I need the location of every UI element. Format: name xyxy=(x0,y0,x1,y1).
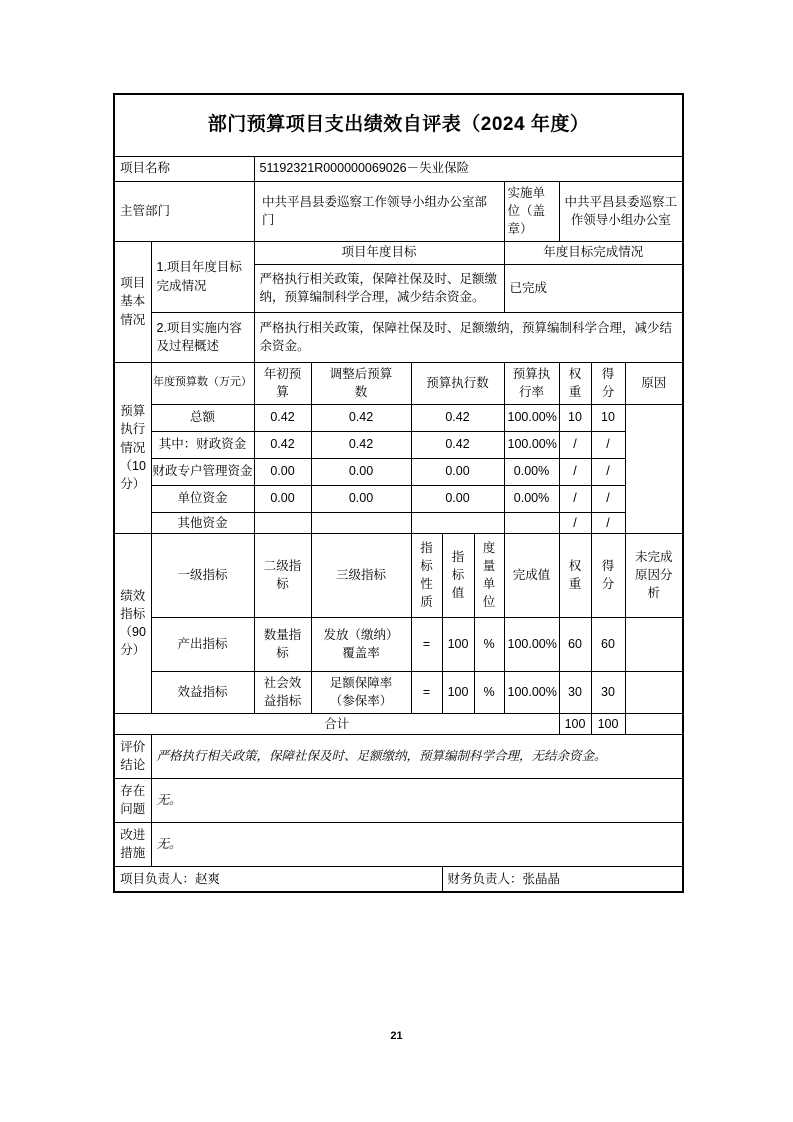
annual-goal-header: 项目年度目标 xyxy=(254,241,504,264)
budget-cell-weight: 10 xyxy=(559,404,591,431)
goal-completion-row-label: 1.项目年度目标完成情况 xyxy=(151,241,254,312)
budget-cell-executed: 0.00 xyxy=(411,458,504,485)
budget-row-total xyxy=(114,404,683,431)
section-basic-info-label: 项目基本情况 xyxy=(114,241,151,362)
conclusion-label: 评价结论 xyxy=(114,734,151,778)
total-weight: 100 xyxy=(559,713,591,734)
total-reason xyxy=(625,713,683,734)
perf-cell-score: 60 xyxy=(591,617,625,671)
budget-cell-executed: 0.00 xyxy=(411,485,504,512)
perf-cell-level2: 数量指标 xyxy=(254,617,311,671)
budget-header-reason: 原因 xyxy=(625,362,683,404)
impl-process-text: 严格执行相关政策，保障社保及时、足额缴纳，预算编制科学合理，减少结余资金。 xyxy=(254,312,683,362)
total-score: 100 xyxy=(591,713,625,734)
budget-header-category: 年度预算数（万元） xyxy=(151,362,254,404)
perf-header-level2: 二级指标 xyxy=(254,533,311,617)
table-row xyxy=(114,156,683,181)
project-name-value: 51192321R000000069026－失业保险 xyxy=(254,156,683,181)
supervisor-dept-value: 中共平昌县委巡察工作领导小组办公室部门 xyxy=(254,181,504,241)
perf-cell-unit: % xyxy=(474,617,504,671)
impl-process-row-label: 2.项目实施内容及过程概述 xyxy=(151,312,254,362)
budget-cell-executed: 0.42 xyxy=(411,404,504,431)
form-title: 部门预算项目支出绩效自评表（2024 年度） xyxy=(114,94,683,156)
budget-header-initial: 年初预算 xyxy=(254,362,311,404)
improvements-row xyxy=(114,822,683,866)
perf-header-reason: 未完成原因分析 xyxy=(625,533,683,617)
annual-goal-text: 严格执行相关政策，保障社保及时、足额缴纳，预算编制科学合理，减少结余资金。 xyxy=(254,264,504,312)
table-row xyxy=(114,312,683,362)
budget-cell-score: / xyxy=(591,431,625,458)
section-performance-label: 绩效指标（90分） xyxy=(114,533,151,713)
perf-cell-completion: 100.00% xyxy=(504,617,559,671)
impl-unit-value: 中共平昌县委巡察工作领导小组办公室 xyxy=(559,181,683,241)
budget-cell-weight: / xyxy=(559,458,591,485)
perf-cell-value: 100 xyxy=(442,617,474,671)
perf-header-level1: 一级指标 xyxy=(151,533,254,617)
perf-cell-unit: % xyxy=(474,671,504,713)
page-number: 21 xyxy=(390,1030,403,1042)
problems-row xyxy=(114,778,683,822)
budget-row-unit-funds xyxy=(114,485,683,512)
budget-header-score: 得分 xyxy=(591,362,625,404)
project-name-label: 项目名称 xyxy=(114,156,254,181)
table-row xyxy=(114,362,683,404)
budget-cell-rate: 0.00% xyxy=(504,485,559,512)
perf-header-unit: 度量单位 xyxy=(474,533,504,617)
budget-cell-rate xyxy=(504,512,559,533)
perf-cell-level1: 产出指标 xyxy=(151,617,254,671)
perf-header-value: 指标值 xyxy=(442,533,474,617)
budget-cell-adjusted: 0.42 xyxy=(311,404,411,431)
budget-row-name: 财政专户管理资金 xyxy=(151,458,254,485)
budget-row-name: 单位资金 xyxy=(151,485,254,512)
budget-row-name: 其中：财政资金 xyxy=(151,431,254,458)
evaluation-table xyxy=(113,93,684,893)
perf-header-score: 得分 xyxy=(591,533,625,617)
budget-row-special-account xyxy=(114,458,683,485)
perf-cell-reason xyxy=(625,671,683,713)
budget-header-adjusted: 调整后预算数 xyxy=(311,362,411,404)
perf-cell-level3: 足额保障率（参保率） xyxy=(311,671,411,713)
budget-cell-adjusted xyxy=(311,512,411,533)
budget-cell-initial: 0.00 xyxy=(254,485,311,512)
budget-row-fiscal xyxy=(114,431,683,458)
finance-manager: 财务负责人：张晶晶 xyxy=(442,866,683,892)
budget-row-name: 总额 xyxy=(151,404,254,431)
table-row xyxy=(114,94,683,156)
budget-cell-score: 10 xyxy=(591,404,625,431)
table-row xyxy=(114,533,683,617)
goal-completion-text: 已完成 xyxy=(504,264,683,312)
goal-completion-header: 年度目标完成情况 xyxy=(504,241,683,264)
improvements-label: 改进措施 xyxy=(114,822,151,866)
budget-cell-score: / xyxy=(591,512,625,533)
impl-unit-label: 实施单位（盖章） xyxy=(504,181,559,241)
table-row xyxy=(114,241,683,264)
perf-cell-score: 30 xyxy=(591,671,625,713)
budget-cell-initial: 0.00 xyxy=(254,458,311,485)
perf-cell-value: 100 xyxy=(442,671,474,713)
budget-cell-reason xyxy=(625,404,683,533)
perf-cell-completion: 100.00% xyxy=(504,671,559,713)
budget-cell-initial: 0.42 xyxy=(254,404,311,431)
budget-header-rate: 预算执行率 xyxy=(504,362,559,404)
budget-row-name: 其他资金 xyxy=(151,512,254,533)
table-row xyxy=(114,181,683,241)
budget-cell-executed xyxy=(411,512,504,533)
budget-cell-weight: / xyxy=(559,485,591,512)
perf-cell-reason xyxy=(625,617,683,671)
budget-cell-initial: 0.42 xyxy=(254,431,311,458)
budget-cell-score: / xyxy=(591,485,625,512)
project-manager: 项目负责人：赵爽 xyxy=(114,866,442,892)
improvements-text: 无。 xyxy=(151,822,683,866)
budget-cell-adjusted: 0.00 xyxy=(311,458,411,485)
perf-cell-level2: 社会效益指标 xyxy=(254,671,311,713)
budget-cell-rate: 100.00% xyxy=(504,431,559,458)
perf-header-nature: 指标性质 xyxy=(411,533,442,617)
budget-cell-adjusted: 0.42 xyxy=(311,431,411,458)
perf-cell-nature: = xyxy=(411,617,442,671)
problems-label: 存在问题 xyxy=(114,778,151,822)
budget-cell-weight: / xyxy=(559,512,591,533)
perf-cell-weight: 30 xyxy=(559,671,591,713)
budget-cell-rate: 0.00% xyxy=(504,458,559,485)
total-label: 合计 xyxy=(114,713,559,734)
perf-cell-nature: = xyxy=(411,671,442,713)
budget-cell-initial xyxy=(254,512,311,533)
budget-header-executed: 预算执行数 xyxy=(411,362,504,404)
perf-cell-level1: 效益指标 xyxy=(151,671,254,713)
perf-row-output xyxy=(114,617,683,671)
budget-row-other-funds xyxy=(114,512,683,533)
budget-cell-rate: 100.00% xyxy=(504,404,559,431)
signatures-row xyxy=(114,866,683,892)
budget-cell-weight: / xyxy=(559,431,591,458)
budget-cell-adjusted: 0.00 xyxy=(311,485,411,512)
perf-row-benefit xyxy=(114,671,683,713)
perf-header-weight: 权重 xyxy=(559,533,591,617)
perf-header-completion: 完成值 xyxy=(504,533,559,617)
total-row xyxy=(114,713,683,734)
perf-cell-level3: 发放（缴纳）覆盖率 xyxy=(311,617,411,671)
self-evaluation-form xyxy=(113,93,682,893)
conclusion-text: 严格执行相关政策，保障社保及时、足额缴纳，预算编制科学合理，无结余资金。 xyxy=(151,734,683,778)
supervisor-dept-label: 主管部门 xyxy=(114,181,254,241)
perf-cell-weight: 60 xyxy=(559,617,591,671)
section-budget-label: 预算执行情况（10分） xyxy=(114,362,151,533)
conclusion-row xyxy=(114,734,683,778)
problems-text: 无。 xyxy=(151,778,683,822)
budget-cell-executed: 0.42 xyxy=(411,431,504,458)
budget-cell-score: / xyxy=(591,458,625,485)
perf-header-level3: 三级指标 xyxy=(311,533,411,617)
budget-header-weight: 权重 xyxy=(559,362,591,404)
